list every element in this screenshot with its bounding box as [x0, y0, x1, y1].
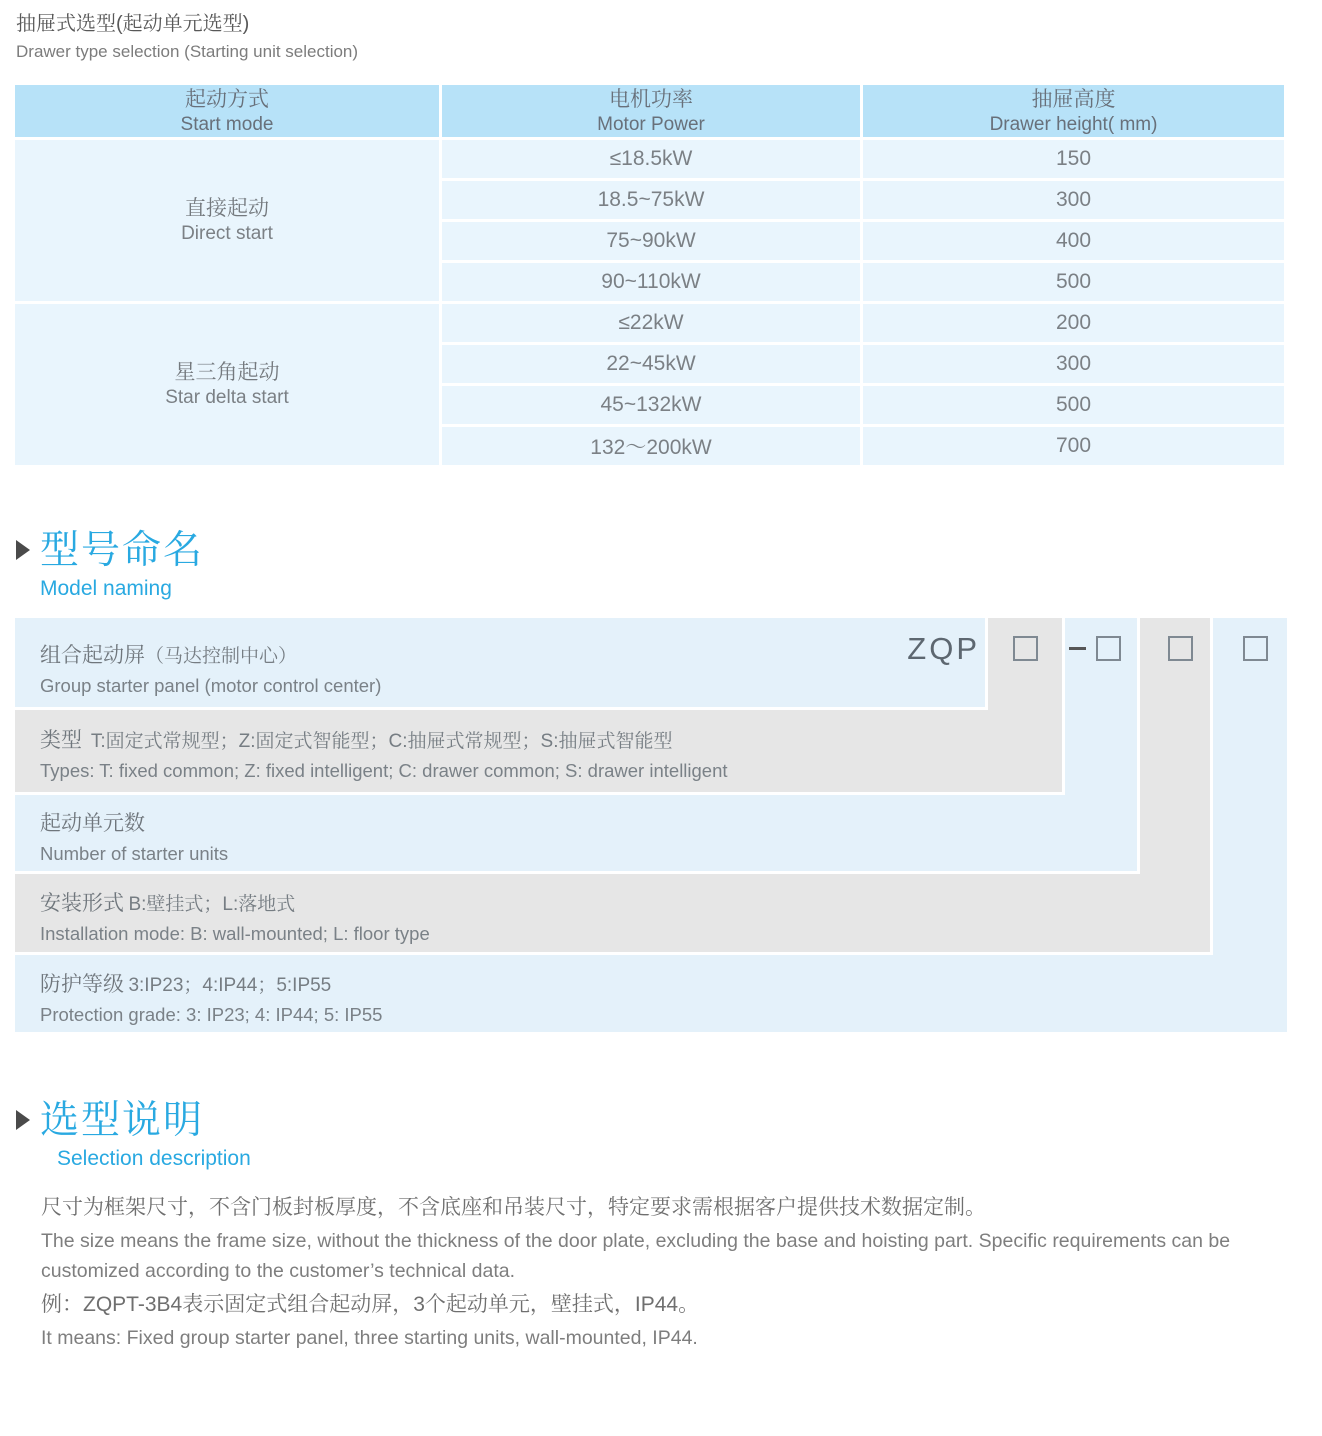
example-paragraph-cn: 例：ZQPT-3B4表示固定式组合起动屏，3个起动单元，壁挂式，IP44。	[41, 1293, 700, 1316]
doc-title-cn: 抽屉式选型(起动单元选型)	[16, 13, 250, 35]
band-cn	[40, 807, 1137, 837]
power-cell: ≤18.5kW	[442, 140, 860, 178]
table-header-start-mode	[15, 85, 439, 137]
section-arrow-icon	[16, 1110, 30, 1130]
description-paragraph-cn: 尺寸为框架尺寸，不含门板封板厚度，不含底座和吊装尺寸，特定要求需根据客户提供技术数据定制。	[41, 1196, 986, 1219]
selection-description-title-cn: 选型说明	[40, 1099, 205, 1142]
mode-en: Direct start	[181, 223, 273, 244]
power-cell: 90~110kW	[442, 263, 860, 301]
band-label-cn: 起动单元数	[40, 812, 145, 835]
start-mode-cell-star-delta	[15, 304, 439, 465]
height-cell: 300	[863, 345, 1284, 383]
table-header-motor-power	[442, 85, 860, 137]
drawer-selection-table	[15, 85, 1284, 465]
model-naming-title-cn: 型号命名	[40, 529, 205, 572]
section-arrow-icon	[16, 540, 30, 560]
band-en: Group starter panel (motor control center)	[40, 675, 382, 696]
band-label-cn: 类型	[40, 729, 82, 752]
band-detail-cn: （马达控制中心）	[145, 646, 298, 667]
band-en: Number of starter units	[40, 843, 229, 864]
header-en: Motor Power	[597, 113, 705, 135]
height-cell: 400	[863, 222, 1284, 260]
band-en: Protection grade: 3: IP23; 4: IP44; 5: IP55	[40, 1004, 383, 1025]
height-cell: 700	[863, 427, 1284, 465]
band-detail-cn: B:壁挂式；L:落地式	[128, 894, 296, 915]
band-cn	[40, 724, 1062, 754]
power-cell: 75~90kW	[442, 222, 860, 260]
height-cell: 500	[863, 386, 1284, 424]
header-cn: 起动方式	[185, 87, 269, 111]
start-mode-cell-direct	[15, 140, 439, 301]
example-paragraph-en: It means: Fixed group starter panel, three starting units, wall-mounted, IP44.	[41, 1327, 698, 1349]
band-protection-grade	[15, 955, 1287, 1032]
code-placeholder-box-type	[1013, 636, 1038, 661]
header-en: Start mode	[180, 113, 274, 135]
power-cell: 132～200kW	[442, 427, 860, 465]
height-cell: 300	[863, 181, 1284, 219]
band-detail-cn: 3:IP23；4:IP44；5:IP55	[128, 975, 332, 996]
band-starter-units	[15, 795, 1137, 871]
selection-description-body	[41, 1192, 1289, 1356]
band-cn	[40, 639, 985, 669]
band-cn	[40, 968, 1287, 998]
height-cell: 150	[863, 140, 1284, 178]
power-cell: 18.5~75kW	[442, 181, 860, 219]
band-detail-cn: T:固定式常规型；Z:固定式智能型；C:抽屉式常规型；S:抽屉式智能型	[90, 731, 673, 752]
code-placeholder-box-installation	[1168, 636, 1193, 661]
height-cell: 200	[863, 304, 1284, 342]
power-cell: 45~132kW	[442, 386, 860, 424]
code-placeholder-box-units	[1096, 636, 1121, 661]
band-label-cn: 组合起动屏	[40, 644, 145, 667]
code-placeholder-box-protection	[1243, 636, 1268, 661]
code-dash	[1069, 647, 1086, 650]
band-label-cn: 防护等级	[40, 973, 124, 996]
band-installation-mode	[15, 874, 1210, 952]
mode-en: Star delta start	[165, 387, 289, 408]
band-cn	[40, 887, 1210, 917]
table-header-drawer-height	[863, 85, 1284, 137]
mode-cn: 星三角起动	[174, 361, 280, 384]
description-paragraph-en: The size means the frame size, without the thickness of the door plate, excluding the base and hoisting part. Specific requirements can be customized according to the customer’s technical data.	[41, 1230, 1231, 1282]
header-cn: 抽屉高度	[1031, 87, 1116, 111]
header-en: Drawer height( mm)	[989, 113, 1158, 135]
doc-title	[16, 10, 358, 64]
doc-title-en: Drawer type selection (Starting unit selection)	[16, 42, 359, 61]
model-code-prefix: ZQP	[907, 631, 980, 666]
band-group-starter-panel	[15, 618, 985, 707]
header-cn: 电机功率	[609, 87, 693, 111]
band-label-cn: 安装形式	[40, 892, 124, 915]
model-naming-title-en: Model naming	[40, 577, 172, 600]
height-cell: 500	[863, 263, 1284, 301]
band-en: Installation mode: B: wall-mounted; L: floor type	[40, 923, 430, 944]
model-naming-heading	[16, 528, 204, 603]
selection-description-heading	[16, 1098, 251, 1173]
mode-cn: 直接起动	[185, 197, 269, 220]
band-en: Types: T: fixed common; Z: fixed intelligent; C: drawer common; S: drawer intelligent	[40, 760, 728, 781]
selection-description-title-en: Selection description	[57, 1147, 251, 1170]
power-cell: 22~45kW	[442, 345, 860, 383]
power-cell: ≤22kW	[442, 304, 860, 342]
band-types	[15, 710, 1062, 792]
